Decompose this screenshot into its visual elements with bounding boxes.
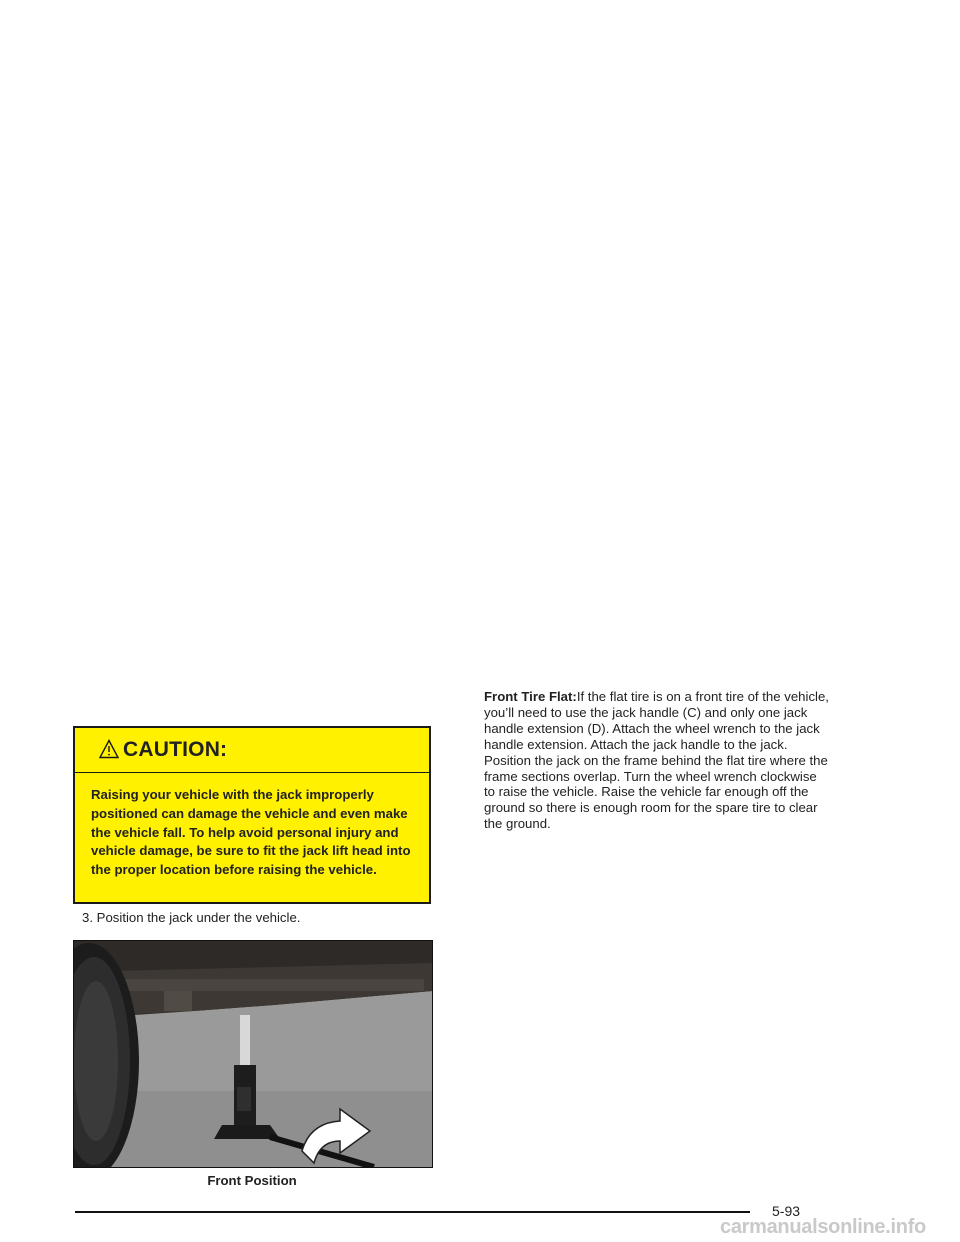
front-tire-flat-paragraph: [484, 689, 829, 832]
caution-text: Raising your vehicle with the jack improperly positioned can damage the vehicle and even make the vehicle fall. To help avoid personal injury and vehicle damage, be sure to fit the jack lift head into the proper location before raising the vehicle.: [91, 787, 411, 878]
front-tire-flat-heading: Front Tire Flat:: [484, 689, 577, 704]
figure-caption: Front Position: [207, 1173, 297, 1188]
caution-box: [73, 726, 431, 904]
caution-header: [75, 728, 429, 773]
watermark: carmanualsonline.info: [720, 1216, 926, 1238]
page-number: 5-93: [772, 1203, 801, 1219]
caution-title: CAUTION:: [123, 738, 228, 761]
jack-front-position-photo: [73, 940, 433, 1168]
footer-rule: [75, 1211, 750, 1213]
front-tire-flat-body: If the flat tire is on a front tire of the vehicle, you’ll need to use the jack handle (C) and only one jack handle extension (D). Attach the wheel wrench to the jack handle extension. Attach the jack handle to the jack. Position the jack on the frame behind the flat tire where the frame sections overlap. Turn the wheel wrench clockwise to raise the vehicle. Raise the vehicle far enough off the ground so there is enough room for the spare tire to clear the ground.: [484, 689, 829, 832]
warning-triangle-icon: [99, 739, 119, 759]
step-3-text: 3. Position the jack under the vehicle.: [82, 910, 301, 925]
